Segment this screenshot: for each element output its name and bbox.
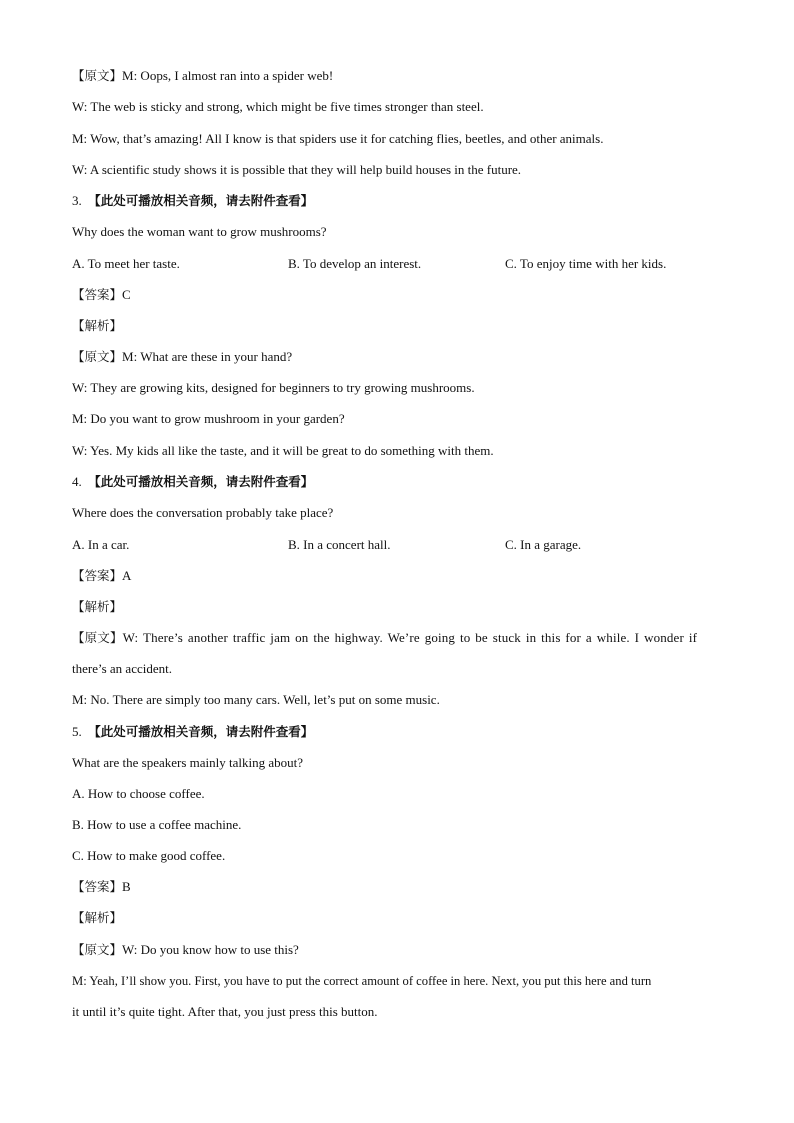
question-number: 3. — [72, 193, 82, 208]
transcript-line: M: No. There are simply too many cars. Well, let’s put on some music. — [72, 692, 440, 707]
transcript-text: M: What are these in your hand? — [122, 349, 293, 364]
transcript-tag: 【原文】 — [72, 349, 123, 364]
option-a: A. In a car. — [72, 537, 130, 552]
analysis-tag: 【解析】 — [72, 318, 123, 333]
question-header — [72, 724, 313, 740]
answer-line — [72, 568, 131, 584]
answer-value: A — [122, 568, 132, 583]
question-text: Why does the woman want to grow mushrooms? — [72, 224, 327, 239]
question-header — [72, 474, 313, 490]
option-b: B. How to use a coffee machine. — [72, 817, 242, 832]
option-b: B. To develop an interest. — [288, 256, 422, 271]
transcript-line — [72, 68, 333, 84]
answer-tag: 【答案】 — [72, 287, 123, 302]
transcript-line: M: Wow, that’s amazing! All I know is that spiders use it for catching flies, beetles, and other animals. — [72, 131, 604, 146]
question-header — [72, 193, 313, 209]
option-b: B. In a concert hall. — [288, 537, 391, 552]
transcript-tag: 【原文】 — [72, 942, 123, 957]
analysis-tag: 【解析】 — [72, 599, 123, 614]
answer-tag: 【答案】 — [72, 568, 123, 583]
option-c: C. How to make good coffee. — [72, 848, 226, 863]
audio-link[interactable]: 【此处可播放相关音频，请去附件查看】 — [88, 724, 314, 739]
audio-link[interactable]: 【此处可播放相关音频，请去附件查看】 — [88, 474, 314, 489]
answer-line — [72, 879, 131, 895]
transcript-line: M: Yeah, I’ll show you. First, you have to put the correct amount of coffee in here. Next, you put this here and turn — [72, 974, 652, 988]
transcript-text: W: There’s another traffic jam on the highway. We’re going to be stuck in this for a while. I wonder if — [122, 630, 698, 645]
option-a: A. How to choose coffee. — [72, 786, 205, 801]
question-text: What are the speakers mainly talking about? — [72, 755, 304, 770]
transcript-tag: 【原文】 — [72, 68, 123, 83]
analysis-tag: 【解析】 — [72, 910, 123, 925]
option-a: A. To meet her taste. — [72, 256, 180, 271]
transcript-text: M: Oops, I almost ran into a spider web! — [122, 68, 334, 83]
audio-link[interactable]: 【此处可播放相关音频，请去附件查看】 — [88, 193, 314, 208]
question-number: 5. — [72, 724, 82, 739]
transcript-text: W: Do you know how to use this? — [122, 942, 299, 957]
transcript-line: there’s an accident. — [72, 661, 172, 676]
transcript-line — [72, 349, 292, 365]
transcript-line: W: The web is sticky and strong, which might be five times stronger than steel. — [72, 99, 484, 114]
transcript-line: it until it’s quite tight. After that, you just press this button. — [72, 1004, 378, 1019]
transcript-line: W: Yes. My kids all like the taste, and it will be great to do something with them. — [72, 443, 494, 458]
answer-line — [72, 287, 131, 303]
transcript-line: W: They are growing kits, designed for beginners to try growing mushrooms. — [72, 380, 475, 395]
transcript-line: W: A scientific study shows it is possible that they will help build houses in the future. — [72, 162, 522, 177]
answer-value: C — [122, 287, 131, 302]
question-text: Where does the conversation probably take place? — [72, 505, 334, 520]
option-c: C. To enjoy time with her kids. — [505, 256, 667, 271]
transcript-line: M: Do you want to grow mushroom in your garden? — [72, 411, 345, 426]
question-number: 4. — [72, 474, 82, 489]
answer-tag: 【答案】 — [72, 879, 123, 894]
answer-value: B — [122, 879, 131, 894]
transcript-tag: 【原文】 — [72, 630, 123, 645]
option-c: C. In a garage. — [505, 537, 582, 552]
transcript-line — [72, 630, 722, 646]
transcript-line — [72, 942, 299, 958]
